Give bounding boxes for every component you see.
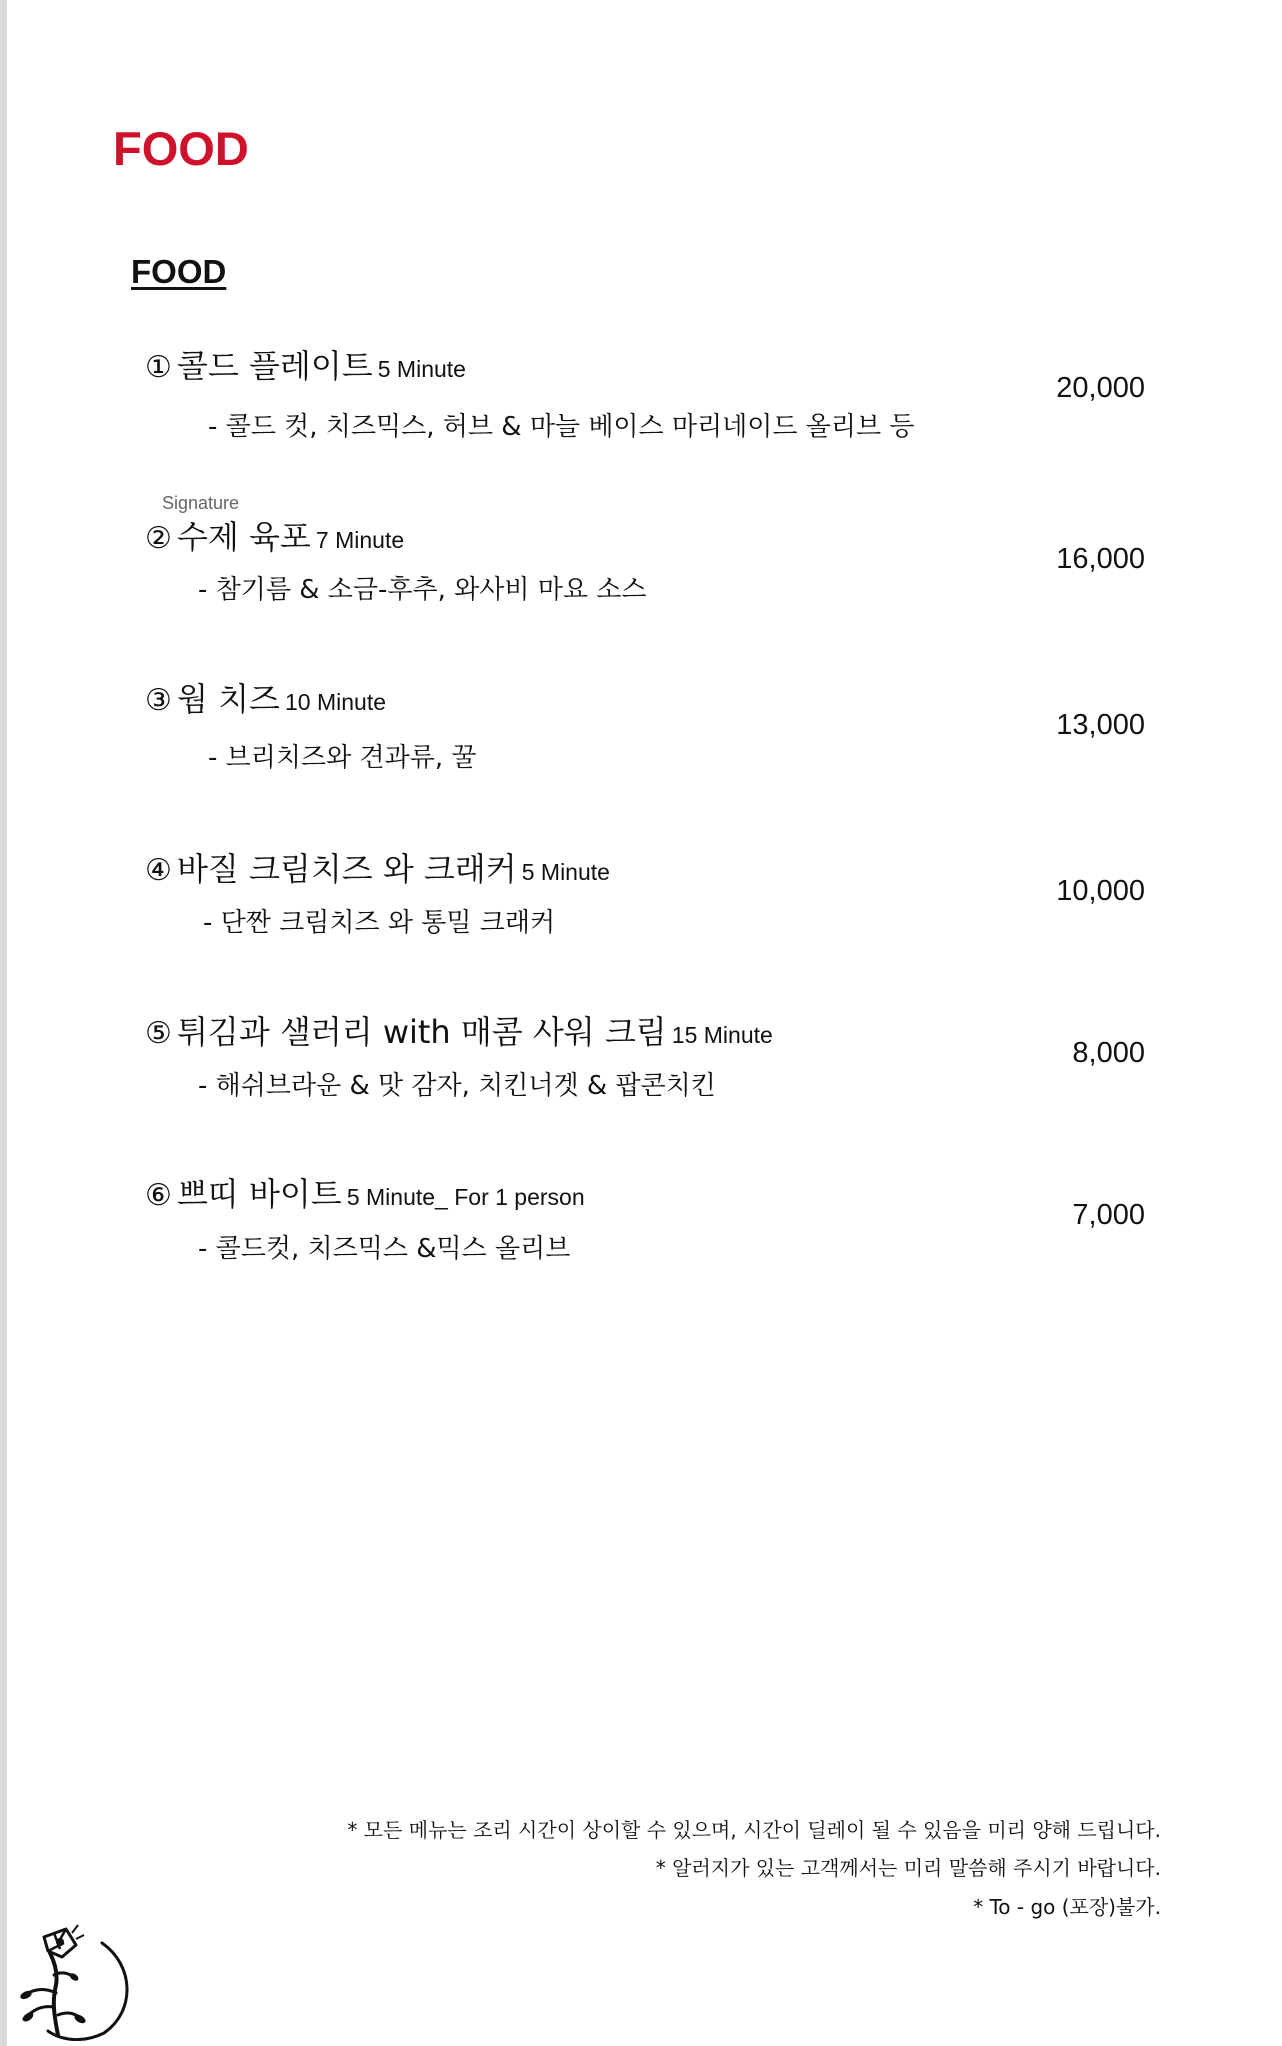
item-price: 13,000	[1056, 709, 1145, 741]
item-heading	[145, 518, 405, 556]
item-heading	[145, 680, 387, 718]
item-name: 수제 육포	[177, 518, 311, 556]
item-number: ①	[145, 350, 172, 385]
page-title: FOOD	[113, 122, 249, 175]
item-number: ②	[145, 521, 172, 556]
footnote: * 알러지가 있는 고객께서는 미리 말씀해 주시기 바랍니다.	[655, 1856, 1161, 1880]
signature-badge: Signature	[162, 493, 240, 513]
item-description: - 해쉬브라운 & 맛 감자, 치킨너겟 & 팝콘치킨	[198, 1071, 716, 1101]
footnote: * 모든 메뉴는 조리 시간이 상이할 수 있으며, 시간이 딜레이 될 수 있음을 미리 양해 드립니다.	[347, 1818, 1161, 1842]
item-heading	[145, 347, 466, 385]
item-heading	[145, 1175, 585, 1213]
item-name: 웜 치즈	[177, 680, 280, 718]
item-name: 바질 크림치즈 와 크래커	[177, 850, 517, 888]
item-description: - 브리치즈와 견과류, 꿀	[208, 743, 477, 773]
flower-branch-logo	[14, 1915, 140, 2041]
item-price: 7,000	[1072, 1199, 1145, 1231]
item-number: ③	[145, 683, 172, 718]
item-number: ⑥	[145, 1178, 172, 1213]
item-description: - 콜드컷, 치즈믹스 &믹스 올리브	[198, 1234, 571, 1264]
item-price: 16,000	[1056, 543, 1145, 575]
item-duration: 15 Minute	[671, 1022, 773, 1048]
item-duration: 7 Minute	[315, 527, 405, 553]
item-duration: 10 Minute	[285, 689, 387, 715]
item-duration: 5 Minute	[521, 859, 610, 885]
item-price: 10,000	[1056, 875, 1145, 907]
item-description: - 콜드 컷, 치즈믹스, 허브 & 마늘 베이스 마리네이드 올리브 등	[208, 412, 915, 442]
item-number: ⑤	[145, 1016, 172, 1051]
item-name: 쁘띠 바이트	[177, 1175, 342, 1213]
item-duration: 5 Minute	[377, 356, 466, 382]
item-price: 20,000	[1056, 372, 1145, 404]
item-heading	[145, 850, 610, 888]
footnote: * To - go (포장)불가.	[973, 1895, 1161, 1919]
item-name: 튀김과 샐러리 with 매콤 사워 크림	[177, 1013, 667, 1051]
item-description: - 단짠 크림치즈 와 통밀 크래커	[203, 908, 556, 938]
item-duration: 5 Minute_ For 1 person	[346, 1184, 585, 1210]
item-number: ④	[145, 853, 172, 888]
item-heading	[145, 1013, 773, 1051]
item-price: 8,000	[1072, 1037, 1145, 1069]
item-description: - 참기름 & 소금-후추, 와사비 마요 소스	[198, 575, 647, 605]
left-edge-strip	[0, 0, 7, 2046]
section-title: FOOD	[131, 253, 227, 290]
item-name: 콜드 플레이트	[177, 347, 373, 385]
